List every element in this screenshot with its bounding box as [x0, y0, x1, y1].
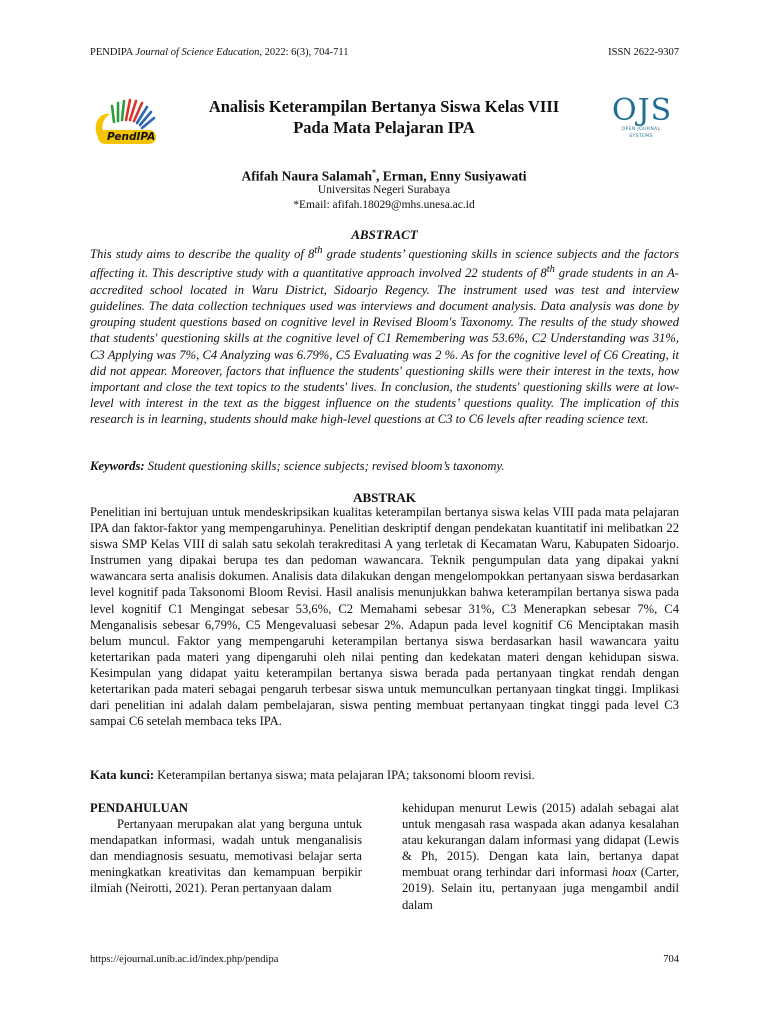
body-column-left	[90, 800, 362, 897]
first-author: Afifah Naura Salamah	[241, 168, 373, 184]
pendipa-logo-text: PendIPA	[107, 131, 156, 143]
section-heading: PENDAHULUAN	[90, 801, 188, 815]
right-paragraph-text-1: kehidupan menurut Lewis (2015) adalah sebagai alat untuk mengasah rasa waspada akan adanya kesalahan atau kekurangan dalam informasi yang didapat (Lewis & Ph, 2015). Dengan kata lain, bertanya dapat membuat orang terhindar dari informasi	[402, 801, 679, 880]
ojs-logo-subtext: OPEN JOURNAL SYSTEMS	[621, 127, 661, 139]
abstract-sup-2: th	[546, 264, 555, 276]
article-title	[150, 96, 618, 138]
ojs-logo-text: OJS	[612, 93, 673, 128]
title-line-2: Pada Mata Pelajaran IPA	[293, 118, 475, 137]
ojs-logo	[612, 93, 673, 139]
author-email: *Email: afifah.18029@mhs.unesa.ac.id	[293, 199, 475, 211]
keywords	[90, 458, 679, 474]
title-line-1: Analisis Keterampilan Bertanya Siswa Kelas VIII	[208, 97, 560, 116]
kata-kunci-label: Kata kunci:	[90, 768, 155, 782]
abstract-heading: ABSTRACT	[351, 227, 418, 242]
abstract-english	[90, 243, 679, 428]
abstrak-indonesian: Penelitian ini bertujuan untuk mendeskripsikan kualitas keterampilan bertanya siswa kelas VIII pada mata pelajaran IPA dan faktor-faktor yang mempengaruhinya. Penelitian deskriptif dengan pendekatan kuantitatif ini melibatkan 22 siswa SMP Kelas VIII di salah satu sekolah terakreditasi A yang terletak di Kecamatan Waru, Kabupaten Sidoarjo. Instrumen yang dipakai berupa tes dan pedoman wawancara. Teknik pengumpulan data yang dipakai yakni wawancara serta analisis dokumen. Analisis data dilakukan dengan mengelompokkan pertanyaan siswa berdasarkan level kognitif pada Taksonomi Bloom Revisi. Hasil analisis menunjukkan bahwa keterampilan bertanya siswa pada level kognitif C1 Mengingat sebesar 53,6%, C2 Memahami sebesar 31%, C3 Menerapkan sebesar 7%, C4 Menganalisis sebesar 6,79%, C5 Mengevaluasi sebesar 2%. Adapun pada level kognitif C6 Menciptakan masih belum muncul. Faktor yang mempengaruhi keterampilan bertanya siswa berdasarkan hasil wawancara yaitu ketertarikan pada materi yang dipengaruhi oleh nilai penting dan kedekatan materi dengan kehidupan siswa. Kesimpulan yang didapat yaitu keterampilan bertanya siswa berada pada pertanyaan tingkat rendah dengan ketertarikan pada materi sebagai pengaruh terbesar siswa untuk memunculkan pertanyaan tingkat tinggi. Implikasi dari penelitian ini adalah dalam pembelajaran, siswa penting membuat pertanyaan tingkat tinggi pada level C3 sampai C6 setelah membaca teks IPA.	[90, 505, 679, 729]
abstract-text-1: This study aims to describe the quality of 8	[90, 247, 315, 262]
kata-kunci-text: Keterampilan bertanya siswa; mata pelajaran IPA; taksonomi bloom revisi.	[154, 768, 535, 782]
issn: ISSN 2622-9307	[608, 47, 679, 58]
body-column-right	[402, 800, 679, 913]
journal-prefix: PENDIPA	[90, 47, 136, 58]
abstract-text-3: grade students in an A-accredited school located in Waru District, Sidoarjo Regency. The instrument used was test and interview guidelines. The data collection techniques used was interviews and document analysis. Data analysis was done by grouping student questions based on cognitive level in Revised Bloom's Taxonomy. The results of the study showed that students' questioning skills at the cognitive level of C1 Remembering was 53.6%, C2 Understanding was 31%, C3 Applying was 7%, C4 Analyzing was 6.79%, C5 Evaluating was 2 %. As for the cognitive level of C6 Creating, it did not appear. Moreover, factors that influence the students' questioning skills were their interest in the texts, how important and close the text topics to the students' lives. In conclusion, the students' questioning skills were at low-level with interest in the text as the biggest influence on the students’ questions quality. The implication of this research is in learning, students should make high-level questions at C3 to C6 levels after reading science text.	[90, 266, 680, 427]
hoax-term: hoax	[611, 865, 637, 880]
right-paragraph-text-2: (Carter, 2019). Selain itu, pertanyaan juga mengambil andil dalam	[402, 865, 679, 912]
keywords-label: Keywords:	[90, 459, 145, 473]
journal-citation	[90, 45, 349, 61]
abstract-text-2: grade students’ questioning skills in science subjects and the factors affecting it. This descriptive study with a quantitative approach involved 22 students of 8	[90, 247, 679, 281]
footer-url[interactable]: https://ejournal.unib.ac.id/index.php/pendipa	[90, 954, 279, 965]
abstract-sup-1: th	[314, 245, 323, 256]
journal-volume: , 2022: 6(3), 704-711	[259, 47, 349, 58]
other-authors: , Erman, Enny Susiyawati	[376, 168, 527, 184]
keywords-text: Student questioning skills; science subjects; revised bloom’s taxonomy.	[144, 459, 505, 473]
corresponding-mark: *	[372, 168, 377, 177]
kata-kunci	[90, 767, 679, 783]
page-number: 704	[663, 954, 679, 965]
intro-paragraph: Pertanyaan merupakan alat yang berguna untuk mendapatkan informasi, wadah untuk menganalisis dan mendiagnosis sesuatu, memotivasi belajar serta meningkatkan kreativitas dan kemampuan berpikir ilmiah (Neirotti, 2021). Peran pertanyaan dalam	[90, 817, 362, 896]
journal-name: Journal of Science Education	[135, 47, 260, 58]
abstrak-heading: ABSTRAK	[353, 490, 416, 505]
running-header	[90, 45, 679, 61]
affiliation: Universitas Negeri Surabaya	[317, 184, 451, 196]
page-footer	[90, 953, 679, 967]
